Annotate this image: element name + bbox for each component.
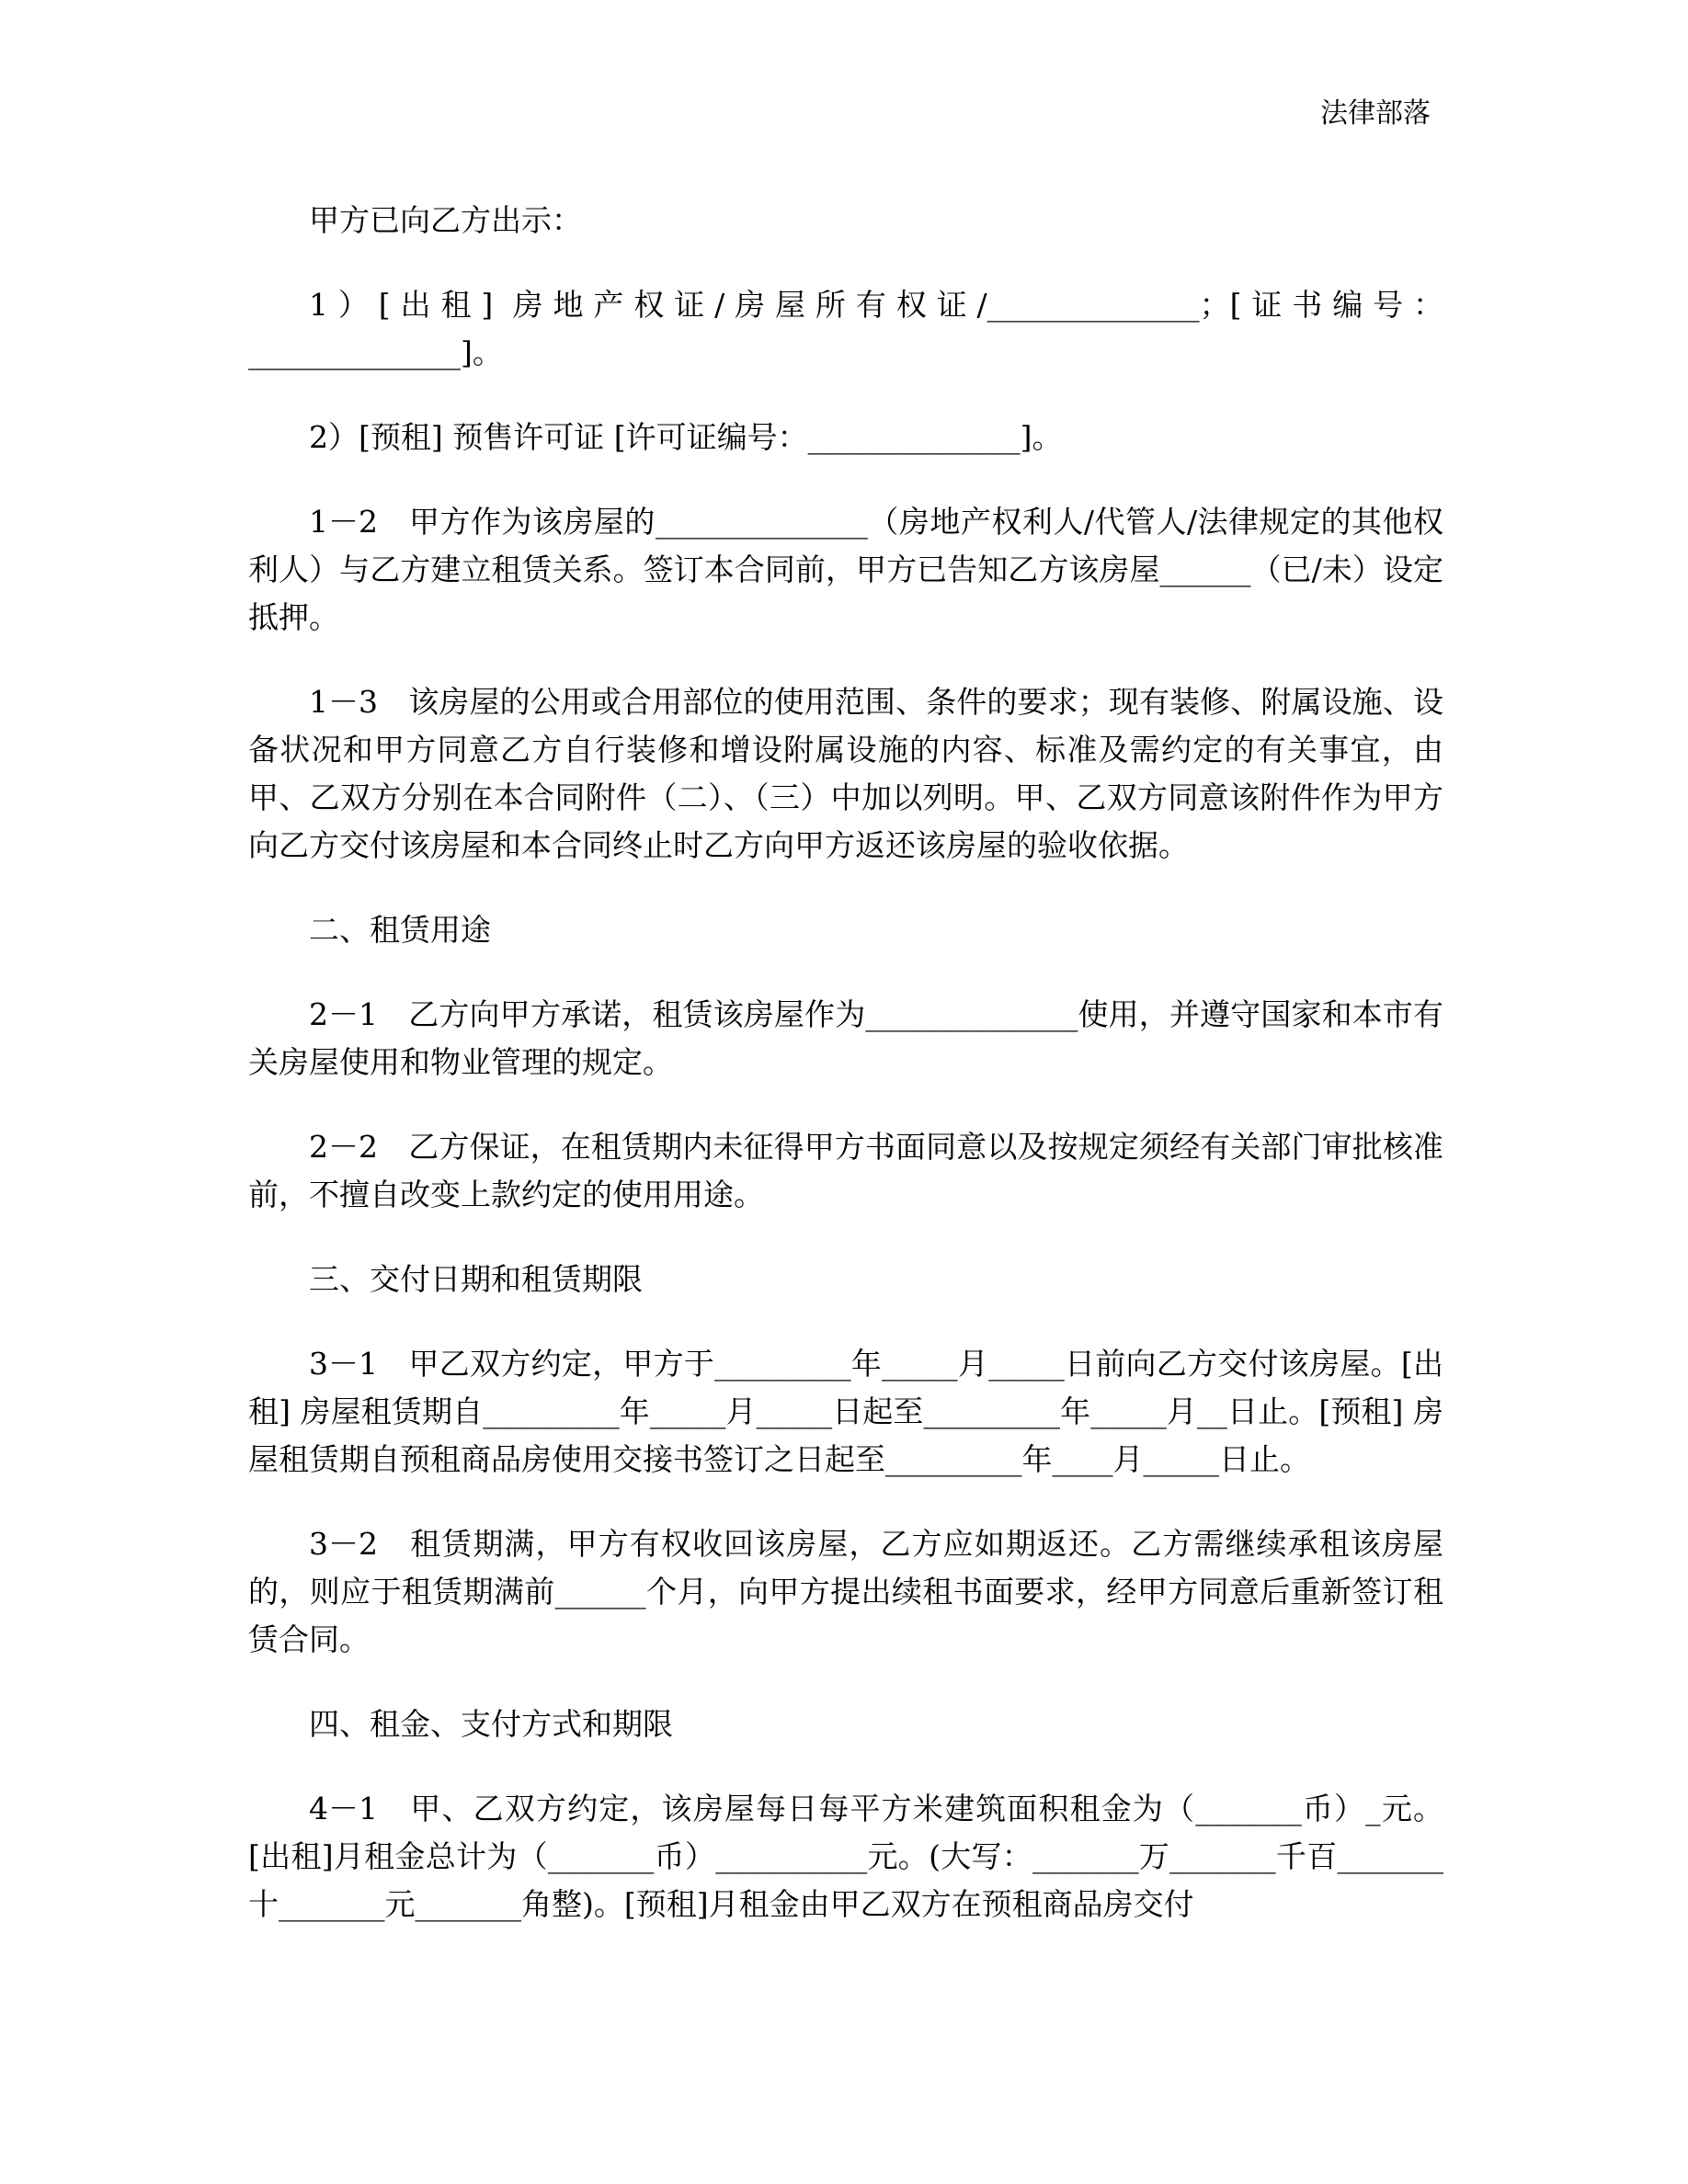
site-header-label: 法律部落 [1320, 97, 1431, 130]
paragraph-4-1: 4－1 甲、乙双方约定，该房屋每日每平方米建筑面积租金为（_______币）_元。[出租]月租金总计为（_______币）__________元。(大写：_______万_______千百_______十_______元_______角整)。[预租]月租金由甲乙双方在预租商品房交付 [248, 1791, 1443, 1922]
paragraph-3-2: 3－2 租赁期满，甲方有权收回该房屋，乙方应如期返还。乙方需继续承租该房屋的，则应于租赁期满前______个月，向甲方提出续租书面要求，经甲方同意后重新签订租赁合同。 [248, 1526, 1443, 1657]
paragraph-2-1: 2－1 乙方向甲方承诺，租赁该房屋作为______________使用，并遵守国家和本市有关房屋使用和物业管理的规定。 [248, 996, 1443, 1080]
paragraph-2-2: 2－2 乙方保证，在租赁期内未征得甲方书面同意以及按规定须经有关部门审批核准前，不擅自改变上款约定的使用用途。 [248, 1129, 1443, 1212]
section-heading-2: 二、租赁用途 [309, 912, 491, 948]
paragraph-1-3: 1－3 该房屋的公用或合用部位的使用范围、条件的要求；现有装修、附属设施、设备状况和甲方同意乙方自行装修和增设附属设施的内容、标准及需约定的有关事宜，由甲、乙双方分别在本合同附件（二）、（三）中加以列明。甲、乙双方同意该附件作为甲方向乙方交付该房屋和本合同终止时乙方向甲方返还该房屋的验收依据。 [248, 684, 1443, 863]
section-heading-3: 三、交付日期和租赁期限 [309, 1261, 643, 1297]
paragraph-3-1: 3－1 甲乙双方约定，甲方于_________年_____月_____日前向乙方交付该房屋。[出租] 房屋租赁期自_________年_____月_____日起至_________年_____月__日止。[预租] 房屋租赁期自预租商品房使用交接书签订之日起至_________年____月_____日止。 [248, 1346, 1443, 1477]
paragraph-item-1: 1）[出租] 房地产权证/房屋所有权证/______________；[证书编号：______________]。 [248, 287, 1443, 370]
paragraph-1-2: 1－2 甲方作为该房屋的______________（房地产权利人/代管人/法律规定的其他权利人）与乙方建立租赁关系。签订本合同前，甲方已告知乙方该房屋______（已/未）设定抵押。 [248, 504, 1443, 635]
section-heading-4: 四、租金、支付方式和期限 [309, 1706, 673, 1742]
document-body [248, 197, 1443, 1965]
paragraph-item-2: 2）[预租] 预售许可证 [许可证编号：______________]。 [309, 419, 1063, 455]
paragraph-intro: 甲方已向乙方出示： [309, 202, 582, 238]
